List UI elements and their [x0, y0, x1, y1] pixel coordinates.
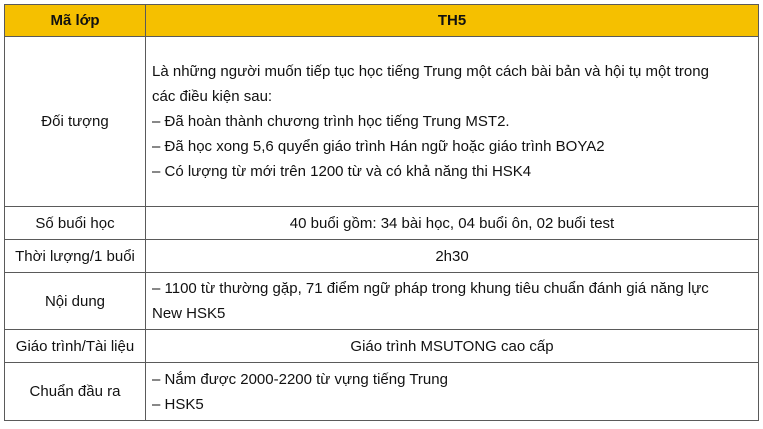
target-audience-cell: [146, 37, 759, 207]
text-line: các điều kiện sau:: [152, 88, 273, 105]
textbook-value: Giáo trình MSUTONG cao cấp: [146, 330, 759, 363]
header-class-value: TH5: [146, 5, 759, 37]
text-line: Là những người muốn tiếp tục học tiếng Trung một cách bài bản và hội tụ một trong: [152, 63, 709, 80]
text-line: – Đã hoàn thành chương trình học tiếng Trung MST2.: [152, 113, 510, 130]
text-line: – HSK5: [152, 395, 204, 413]
row-label: Đối tượng: [5, 37, 146, 207]
text-line: New HSK5: [152, 305, 226, 322]
text-line: – 1100 từ thường gặp, 71 điểm ngữ pháp trong khung tiêu chuẩn đánh giá năng lực: [152, 280, 709, 297]
sessions-value: 40 buổi gồm: 34 bài học, 04 buổi ôn, 02 buổi test: [146, 207, 759, 240]
table-row-sessions: [5, 207, 759, 240]
header-class-code: Mã lớp: [5, 5, 146, 37]
text-line: – Nắm được 2000-2200 từ vựng tiếng Trung: [152, 370, 448, 388]
table-row-textbook: [5, 330, 759, 363]
table-header-row: [5, 5, 759, 37]
row-label: Giáo trình/Tài liệu: [5, 330, 146, 363]
table-row-duration: [5, 240, 759, 273]
row-label: Chuẩn đầu ra: [5, 363, 146, 421]
duration-value: 2h30: [146, 240, 759, 273]
row-label: Nội dung: [5, 273, 146, 330]
row-label: Thời lượng/1 buổi: [5, 240, 146, 273]
table-row-target-audience: [5, 37, 759, 207]
table-row-outcomes: [5, 363, 759, 421]
row-label: Số buổi học: [5, 207, 146, 240]
outcomes-cell: [146, 363, 759, 421]
table-row-content: [5, 273, 759, 330]
text-line: – Có lượng từ mới trên 1200 từ và có khả năng thi HSK4: [152, 163, 532, 180]
content-cell: [146, 273, 759, 330]
text-line: – Đã học xong 5,6 quyển giáo trình Hán ngữ hoặc giáo trình BOYA2: [152, 138, 605, 155]
course-info-table: [4, 4, 759, 421]
